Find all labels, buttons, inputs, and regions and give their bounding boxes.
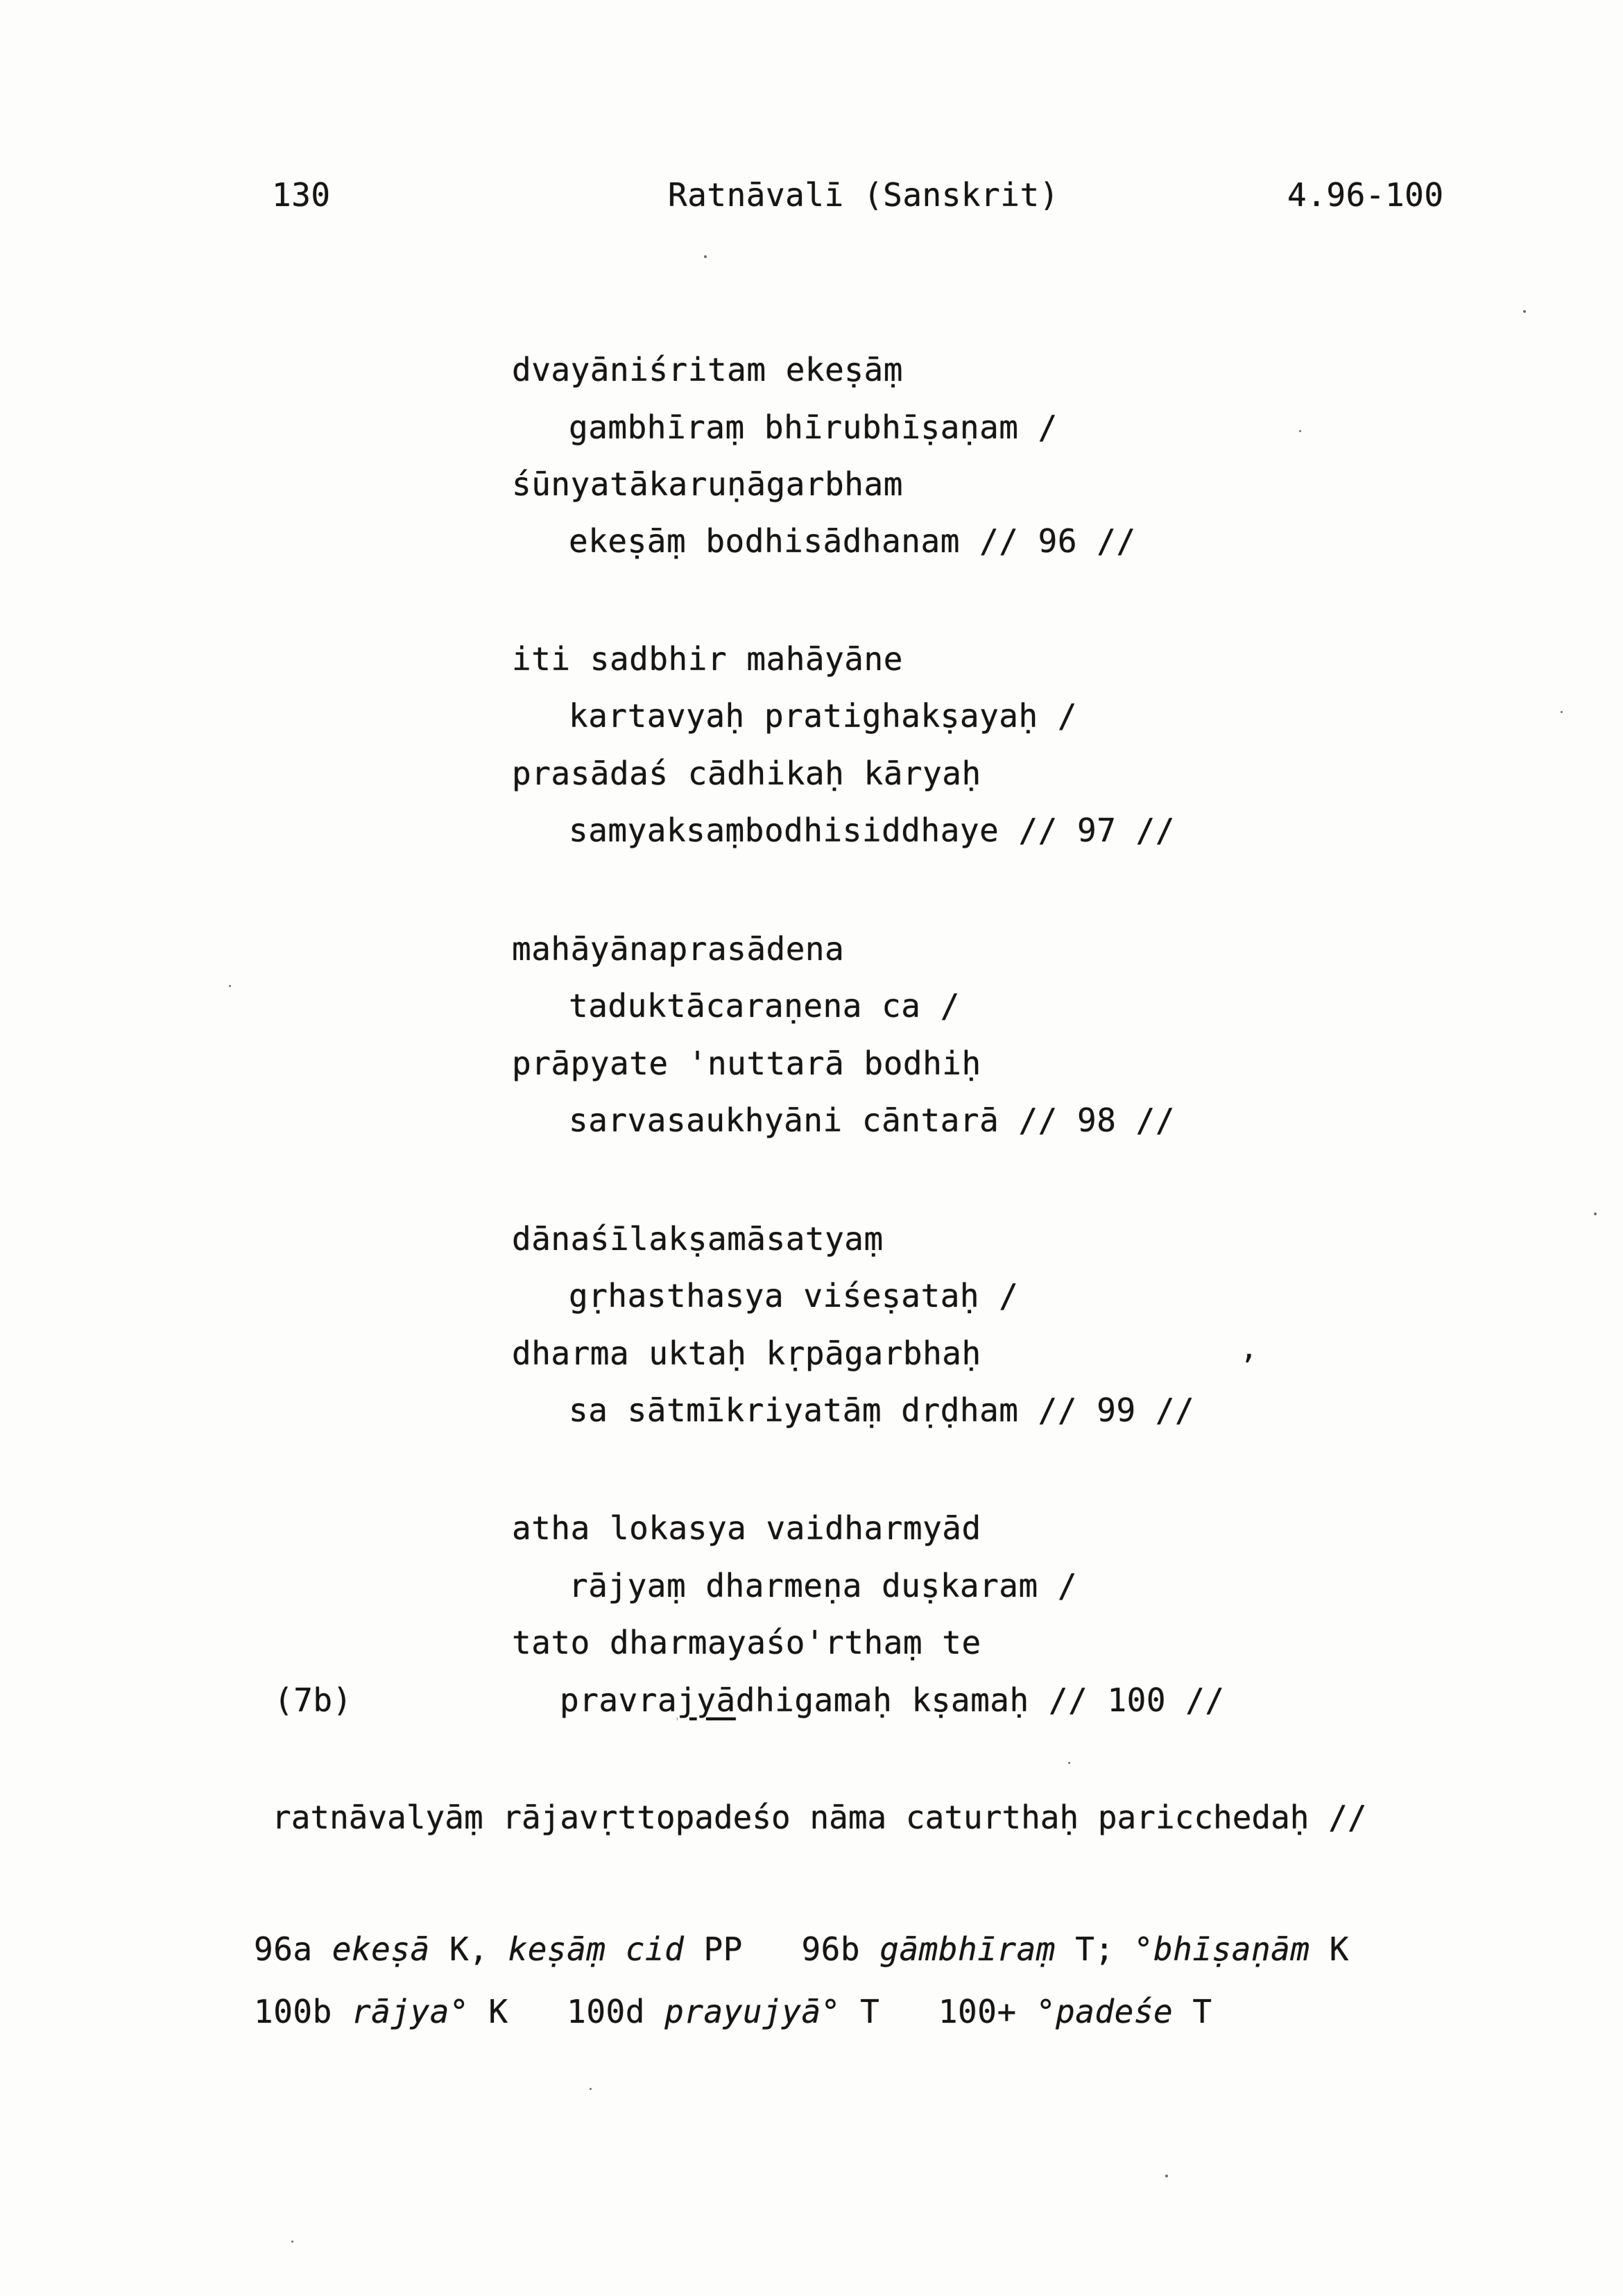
verse-97-pada-b: kartavyaḥ pratighakṣayaḥ / bbox=[569, 697, 1078, 735]
underlined-syllable: jyā bbox=[677, 1681, 736, 1719]
verse-96-pada-c: śūnyatākaruṇāgarbham bbox=[512, 465, 903, 503]
scan-speck bbox=[704, 255, 707, 258]
apparatus-siglum: PP bbox=[684, 1930, 802, 1968]
apparatus-reading: rājya° bbox=[351, 1993, 470, 2030]
apparatus-siglum: K, bbox=[429, 1930, 508, 1968]
verse-100-pada-b: rājyaṃ dharmeṇa duṣkaram / bbox=[569, 1567, 1078, 1604]
scan-speck bbox=[291, 2241, 293, 2243]
pada-d-suffix: dhigamaḥ kṣamaḥ // 100 // bbox=[735, 1681, 1225, 1719]
scan-speck bbox=[229, 985, 231, 987]
scan-speck bbox=[1523, 310, 1526, 313]
apparatus-verse-ref: 100b bbox=[254, 1993, 352, 2030]
apparatus-siglum: T bbox=[1173, 1993, 1212, 2030]
verse-99-pada-c: dharma uktaḥ kṛpāgarbhaḥ bbox=[512, 1335, 981, 1372]
verse-99-pada-b: gṛhasthasya viśeṣataḥ / bbox=[569, 1277, 1019, 1314]
colophon: ratnāvalyāṃ rājavṛttopadeśo nāma caturthaḥ paricchedaḥ // bbox=[272, 1799, 1367, 1836]
verse-98-pada-b: taduktācaraṇena ca / bbox=[569, 987, 960, 1025]
scan-speck bbox=[1561, 711, 1563, 713]
apparatus-verse-ref: 96a bbox=[254, 1930, 332, 1968]
scan-speck bbox=[590, 2088, 592, 2090]
apparatus-line-1 bbox=[254, 1930, 1349, 1970]
apparatus-reading: prayujyā° bbox=[664, 1993, 841, 2030]
apparatus-siglum: T bbox=[840, 1993, 938, 2030]
scan-speck bbox=[1068, 1762, 1070, 1764]
pada-d-prefix: pravra bbox=[560, 1681, 678, 1719]
verse-97-pada-c: prasādaś cādhikaḥ kāryaḥ bbox=[512, 755, 981, 792]
verse-96-pada-d: ekeṣāṃ bodhisādhanam // 96 // bbox=[569, 522, 1136, 560]
stray-comma-mark: , bbox=[1240, 1331, 1258, 1365]
verse-100-pada-d bbox=[560, 1681, 1225, 1721]
scan-speck bbox=[1594, 1213, 1597, 1215]
apparatus-reading: °padeśe bbox=[1036, 1993, 1174, 2030]
apparatus-reading: keṣāṃ cid bbox=[508, 1930, 685, 1968]
apparatus-siglum: T; bbox=[1056, 1930, 1134, 1968]
apparatus-verse-ref: 100d bbox=[567, 1993, 665, 2030]
folio-marker: (7b) bbox=[274, 1681, 352, 1719]
apparatus-line-2 bbox=[254, 1992, 1212, 2032]
apparatus-reading: gāmbhīraṃ bbox=[879, 1930, 1056, 1968]
scan-speck bbox=[1299, 430, 1301, 432]
page-number: 130 bbox=[272, 176, 331, 214]
verse-97-pada-a: iti sadbhir mahāyāne bbox=[512, 640, 903, 678]
verse-99-pada-a: dānaśīlakṣamāsatyaṃ bbox=[512, 1220, 884, 1258]
apparatus-reading: °bhīṣaṇām bbox=[1133, 1930, 1310, 1968]
verse-range: 4.96-100 bbox=[1287, 176, 1444, 214]
verse-96-pada-a: dvayāniśritam ekeṣāṃ bbox=[512, 351, 903, 388]
verse-98-pada-c: prāpyate 'nuttarā bodhiḥ bbox=[512, 1045, 981, 1082]
running-title: Ratnāvalī (Sanskrit) bbox=[668, 176, 1059, 214]
verse-100-pada-c: tato dharmayaśo'rthaṃ te bbox=[512, 1624, 981, 1661]
verse-96-pada-b: gambhīraṃ bhīrubhīṣaṇam / bbox=[569, 409, 1058, 446]
apparatus-siglum: K bbox=[1309, 1930, 1349, 1968]
apparatus-verse-ref: 100+ bbox=[938, 1993, 1036, 2030]
verse-97-pada-d: samyaksaṃbodhisiddhaye // 97 // bbox=[569, 812, 1176, 849]
apparatus-siglum: K bbox=[469, 1993, 567, 2030]
verse-98-pada-d: sarvasaukhyāni cāntarā // 98 // bbox=[569, 1102, 1176, 1139]
verse-99-pada-d: sa sātmīkriyatāṃ dṛḍham // 99 // bbox=[569, 1391, 1195, 1429]
verse-100-pada-a: atha lokasya vaidharmyād bbox=[512, 1509, 981, 1547]
verse-98-pada-a: mahāyānaprasādena bbox=[512, 930, 845, 968]
apparatus-verse-ref: 96b bbox=[801, 1930, 880, 1968]
scan-speck bbox=[1165, 2175, 1168, 2177]
apparatus-reading: ekeṣā bbox=[332, 1930, 430, 1968]
